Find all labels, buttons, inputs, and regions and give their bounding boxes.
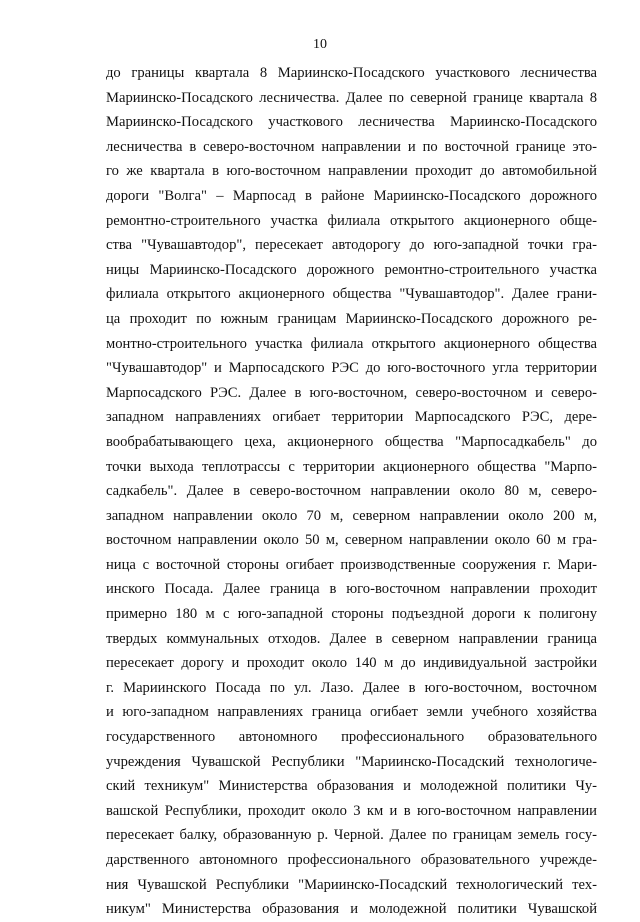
text-line: вообрабатывающего цеха, акционерного общества "Марпосадкабель" до bbox=[106, 433, 597, 450]
text-line: и юго-западном направлениях граница огибает земли учебного хозяйства bbox=[106, 704, 597, 721]
text-line: дороги "Волга" – Марпосад в районе Мариинско-Посадского дорожного bbox=[106, 187, 597, 204]
text-line: до границы квартала 8 Мариинско-Посадского участкового лесничества bbox=[106, 65, 597, 81]
text-line: вашской Республики, проходит около 3 км и в юго-восточном направлении bbox=[106, 802, 597, 819]
text-line: западном направлении около 70 м, северном направлении около 200 м, bbox=[106, 507, 597, 524]
text-line: инского Посада. Далее граница в юго-восточном направлении проходит bbox=[106, 581, 597, 598]
text-line: государственного автономного профессионального образовательного bbox=[106, 729, 597, 746]
text-line: ния Чувашской Республики "Мариинско-Посадский технологический тех- bbox=[106, 876, 597, 893]
text-line: го же квартала в юго-восточном направлении проходит до автомобильной bbox=[106, 163, 597, 180]
text-line: ства "Чувашавтодор", пересекает автодорогу до юго-западной точки гра- bbox=[106, 237, 597, 254]
text-line: Марпосадского РЭС. Далее в юго-восточном, северо-восточном и северо- bbox=[106, 384, 597, 401]
text-line: восточном направлении около 50 м, северном направлении около 60 м гра- bbox=[106, 532, 597, 549]
text-line: пересекает дорогу и проходит около 140 м до индивидуальной застройки bbox=[106, 655, 597, 672]
text-line: дарственного автономного профессионального образовательного учрежде- bbox=[106, 852, 597, 868]
document-body bbox=[106, 61, 597, 922]
text-line: "Чувашавтодор" и Марпосадского РЭС до юго-восточного угла территории bbox=[106, 360, 597, 377]
text-line: западном направлениях огибает территории Марпосадского РЭС, дере- bbox=[106, 409, 597, 426]
text-line: садкабель". Далее в северо-восточном направлении около 80 м, северо- bbox=[106, 483, 597, 500]
text-line: ца проходит по южным границам Мариинско-Посадского дорожного ре- bbox=[106, 310, 597, 327]
text-line: г. Мариинского Посада по ул. Лазо. Далее в юго-восточном, восточном bbox=[106, 679, 597, 696]
text-line: ницы Мариинско-Посадского дорожного ремонтно-строительного участка bbox=[106, 261, 597, 278]
text-line: монтно-строительного участка филиала открытого акционерного общества bbox=[106, 335, 597, 352]
text-line: ница с восточной стороны огибает производственные сооружения г. Мари- bbox=[106, 556, 597, 573]
text-line: лесничества в северо-восточном направлении и по восточной границе это- bbox=[106, 138, 597, 155]
text-line: пересекает балку, образованную р. Черной. Далее по границам земель госу- bbox=[106, 827, 597, 844]
text-line: Мариинско-Посадского участкового лесничества Мариинско-Посадского bbox=[106, 114, 597, 131]
text-line: Мариинско-Посадского лесничества. Далее по северной границе квартала 8 bbox=[106, 89, 597, 106]
text-line: филиала открытого акционерного общества "Чувашавтодор". Далее грани- bbox=[106, 286, 597, 303]
text-line: твердых коммунальных отходов. Далее в северном направлении граница bbox=[106, 630, 597, 647]
text-line: ский техникум" Министерства образования и молодежной политики Чу- bbox=[106, 778, 597, 795]
page-number: 10 bbox=[313, 37, 327, 52]
text-line: точки выхода теплотрассы с территории акционерного общества "Марпо- bbox=[106, 458, 597, 475]
text-line: учреждения Чувашской Республики "Мариинско-Посадский технологиче- bbox=[106, 753, 597, 770]
text-line: примерно 180 м с юго-западной стороны подъездной дороги к полигону bbox=[106, 606, 597, 623]
text-line: никум" Министерства образования и молодежной политики Чувашской bbox=[106, 901, 597, 918]
text-line: ремонтно-строительного участка филиала открытого акционерного обще- bbox=[106, 212, 597, 229]
